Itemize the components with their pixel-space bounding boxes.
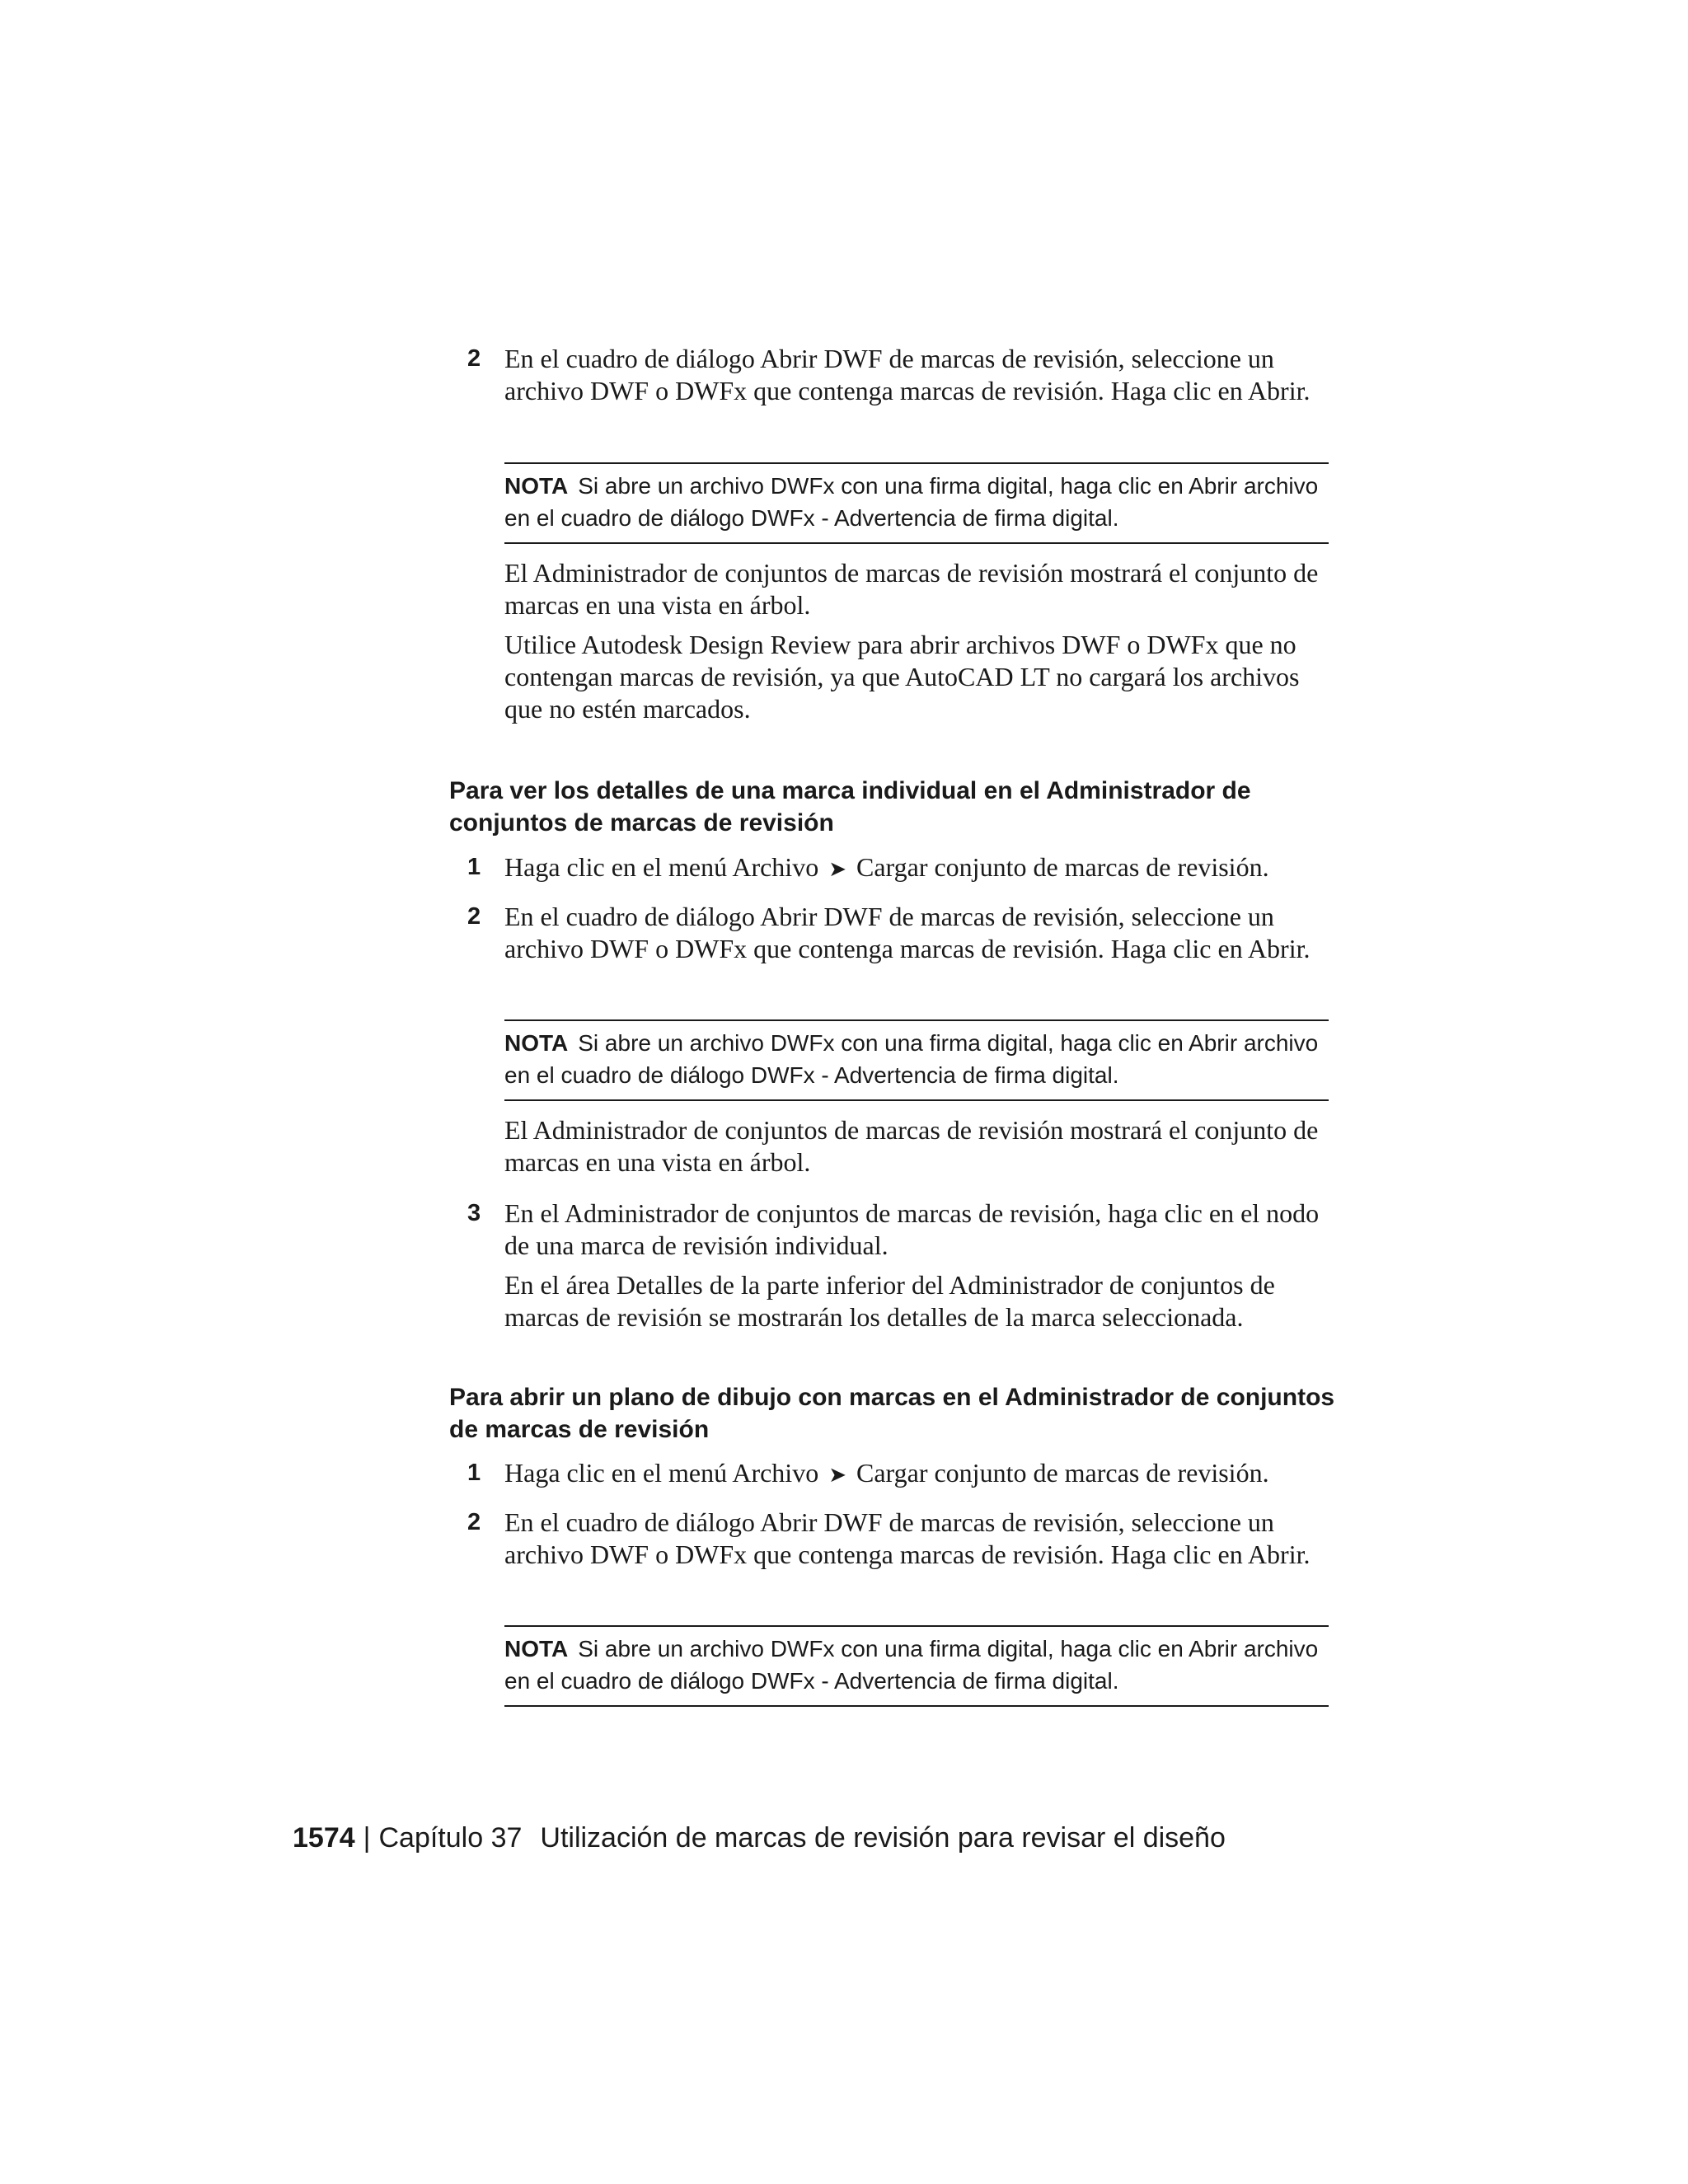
body-paragraph: El Administrador de conjuntos de marcas de revisión mostrará el conjunto de marcas en una vista en árbol. bbox=[504, 558, 1319, 620]
step-text-part: Cargar conjunto de marcas de revisión. bbox=[856, 852, 1269, 882]
note-text: Si abre un archivo DWFx con una firma digital, haga clic en Abrir archivo en el cuadro de diálogo DWFx - Advertencia de firma digital. bbox=[504, 473, 1319, 531]
step-item bbox=[449, 1197, 1339, 1262]
chapter-title: Utilización de marcas de revisión para revisar el diseño bbox=[540, 1822, 1226, 1854]
step-number: 2 bbox=[467, 1509, 481, 1535]
body-paragraph: Utilice Autodesk Design Review para abrir archivos DWF o DWFx que no contengan marcas de revisión, ya que AutoCAD LT no cargará los archivos que no estén marcados. bbox=[504, 630, 1300, 724]
step-number: 1 bbox=[467, 1460, 481, 1486]
step-text-part: Cargar conjunto de marcas de revisión. bbox=[856, 1458, 1269, 1488]
step-item bbox=[449, 851, 1339, 885]
step-number: 3 bbox=[467, 1200, 481, 1226]
step-item bbox=[449, 343, 1339, 407]
step-text bbox=[504, 1457, 1329, 1491]
step-number: 2 bbox=[467, 345, 481, 372]
note-box bbox=[504, 1019, 1329, 1101]
arrow-icon: ➤ bbox=[828, 857, 846, 881]
note-label: NOTA bbox=[504, 1030, 569, 1056]
note-label: NOTA bbox=[504, 1636, 569, 1661]
note-text: Si abre un archivo DWFx con una firma digital, haga clic en Abrir archivo en el cuadro de diálogo DWFx - Advertencia de firma digital. bbox=[504, 1636, 1319, 1694]
note-box bbox=[504, 1625, 1329, 1707]
step-item bbox=[449, 1507, 1339, 1571]
step-text-part: Haga clic en el menú Archivo bbox=[504, 1458, 819, 1488]
page-footer bbox=[293, 1820, 1226, 1856]
page-number: 1574 bbox=[293, 1822, 355, 1854]
step-text: En el cuadro de diálogo Abrir DWF de marcas de revisión, seleccione un archivo DWF o DWFx que contenga marcas de revisión. Haga clic en Abrir. bbox=[504, 902, 1311, 963]
section-heading: Para ver los detalles de una marca individual en el Administrador de conjuntos de marcas de revisión bbox=[449, 777, 1251, 837]
note-box bbox=[504, 462, 1329, 544]
step-number: 2 bbox=[467, 903, 481, 930]
step-text: En el cuadro de diálogo Abrir DWF de marcas de revisión, seleccione un archivo DWF o DWFx que contenga marcas de revisión. Haga clic en Abrir. bbox=[504, 344, 1311, 405]
step-text: En el Administrador de conjuntos de marcas de revisión, haga clic en el nodo de una marca de revisión individual. bbox=[504, 1198, 1320, 1260]
note-text: Si abre un archivo DWFx con una firma digital, haga clic en Abrir archivo en el cuadro de diálogo DWFx - Advertencia de firma digital. bbox=[504, 1030, 1319, 1088]
step-item bbox=[449, 1457, 1339, 1491]
body-paragraph: En el área Detalles de la parte inferior del Administrador de conjuntos de marcas de revisión se mostrarán los detalles de la marca seleccionada. bbox=[504, 1270, 1275, 1332]
step-item bbox=[449, 901, 1339, 965]
arrow-icon: ➤ bbox=[828, 1463, 846, 1487]
footer-separator: | bbox=[363, 1822, 371, 1854]
step-text: En el cuadro de diálogo Abrir DWF de marcas de revisión, seleccione un archivo DWF o DWFx que contenga marcas de revisión. Haga clic en Abrir. bbox=[504, 1507, 1311, 1569]
step-text-part: Haga clic en el menú Archivo bbox=[504, 852, 819, 882]
step-text bbox=[504, 851, 1329, 885]
step-number: 1 bbox=[467, 854, 481, 880]
section-heading: Para abrir un plano de dibujo con marcas en el Administrador de conjuntos de marcas de revisión bbox=[449, 1384, 1335, 1443]
body-paragraph: El Administrador de conjuntos de marcas de revisión mostrará el conjunto de marcas en una vista en árbol. bbox=[504, 1115, 1319, 1177]
note-label: NOTA bbox=[504, 473, 569, 499]
chapter-label: Capítulo 37 bbox=[378, 1822, 523, 1854]
